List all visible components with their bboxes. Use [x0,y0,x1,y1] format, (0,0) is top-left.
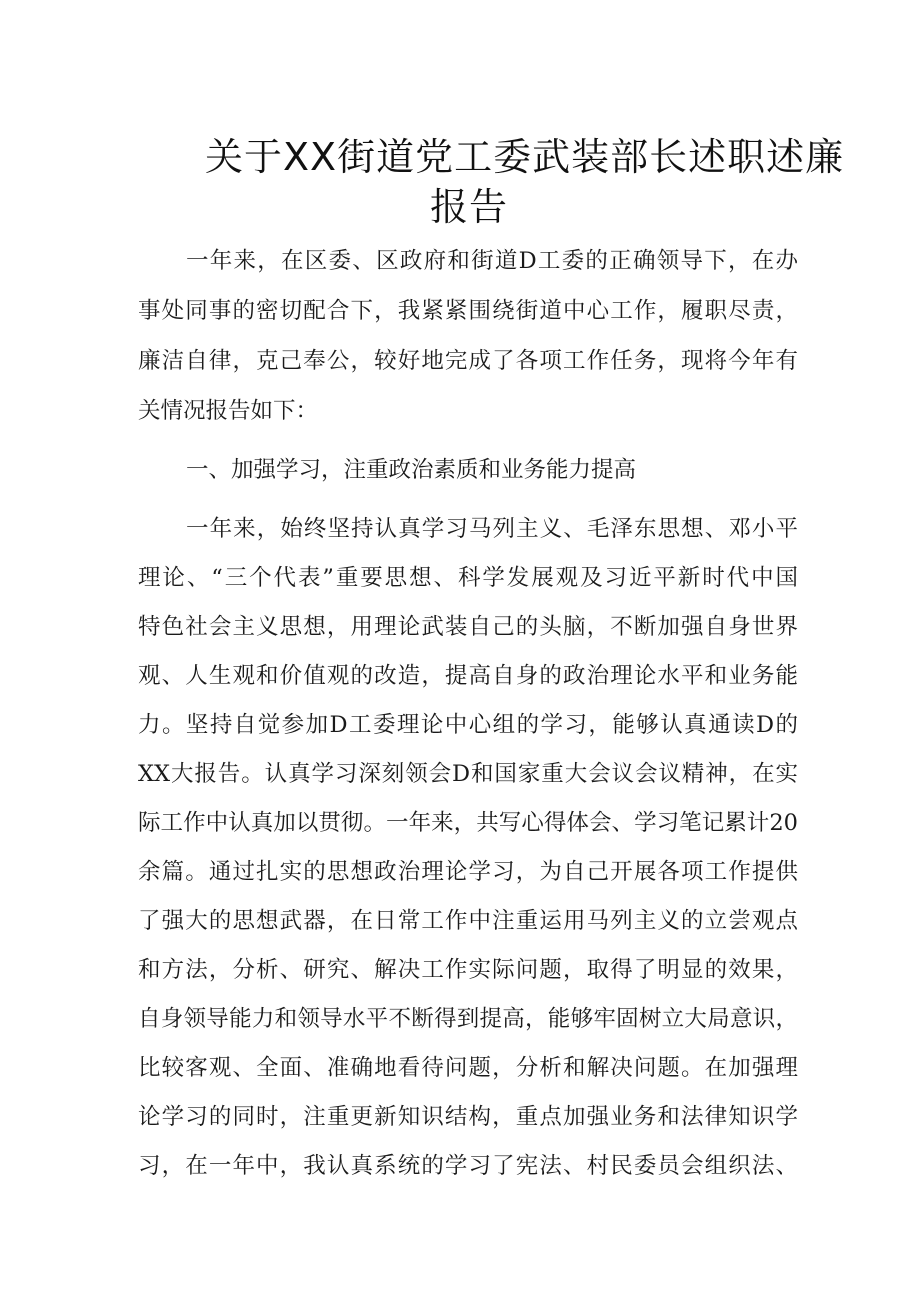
body-line: 余篇。通过扎实的思想政治理论学习，为自己开展各项工作提供 [138,859,798,885]
body-line: XX大报告。认真学习深刻领会D和国家重大会议会议精神，在实 [138,761,798,787]
body-line: 和方法，分析、研究、解决工作实际问题，取得了明显的效果， [138,957,798,983]
body-line: 际工作中认真加以贯彻。一年来，共写心得体会、学习笔记累计20 [138,810,798,836]
body-line: 观、人生观和价值观的改造，提高自身的政治理论水平和业务能 [138,663,798,689]
body-line: 事处同事的密切配合下，我紧紧围绕街道中心工作，履职尽责， [138,298,798,324]
document-title-line-1: 关于XX街道党工委武装部长述职述廉 [205,135,845,179]
body-line: 一年来，在区委、区政府和街道D工委的正确领导下，在办 [186,248,798,274]
body-line: 习，在一年中，我认真系统的学习了宪法、村民委员会组织法、 [138,1153,798,1179]
body-line: 特色社会主义思想，用理论武装自己的头脑，不断加强自身世界 [138,614,798,640]
section-heading: 一、加强学习，注重政治素质和业务能力提高 [186,457,637,483]
body-line: 比较客观、全面、准确地看待问题，分析和解决问题。在加强理 [138,1055,798,1081]
body-line: 廉洁自律，克己奉公，较好地完成了各项工作任务，现将今年有 [138,348,798,374]
body-line: 了强大的思想武器，在日常工作中注重运用马列主义的立尝观点 [138,908,798,934]
body-line: 一年来，始终坚持认真学习马列主义、毛泽东思想、邓小平 [186,516,798,542]
body-line: 理论、“三个代表”重要思想、科学发展观及习近平新时代中国 [138,565,798,591]
document-title-line-2: 报告 [429,185,508,229]
body-line: 自身领导能力和领导水平不断得到提高，能够牢固树立大局意识， [138,1006,798,1032]
body-line: 力。坚持自觉参加D工委理论中心组的学习，能够认真通读D的 [138,712,798,738]
body-line: 关情况报告如下： [138,398,319,424]
body-line: 论学习的同时，注重更新知识结构，重点加强业务和法律知识学 [138,1104,798,1130]
